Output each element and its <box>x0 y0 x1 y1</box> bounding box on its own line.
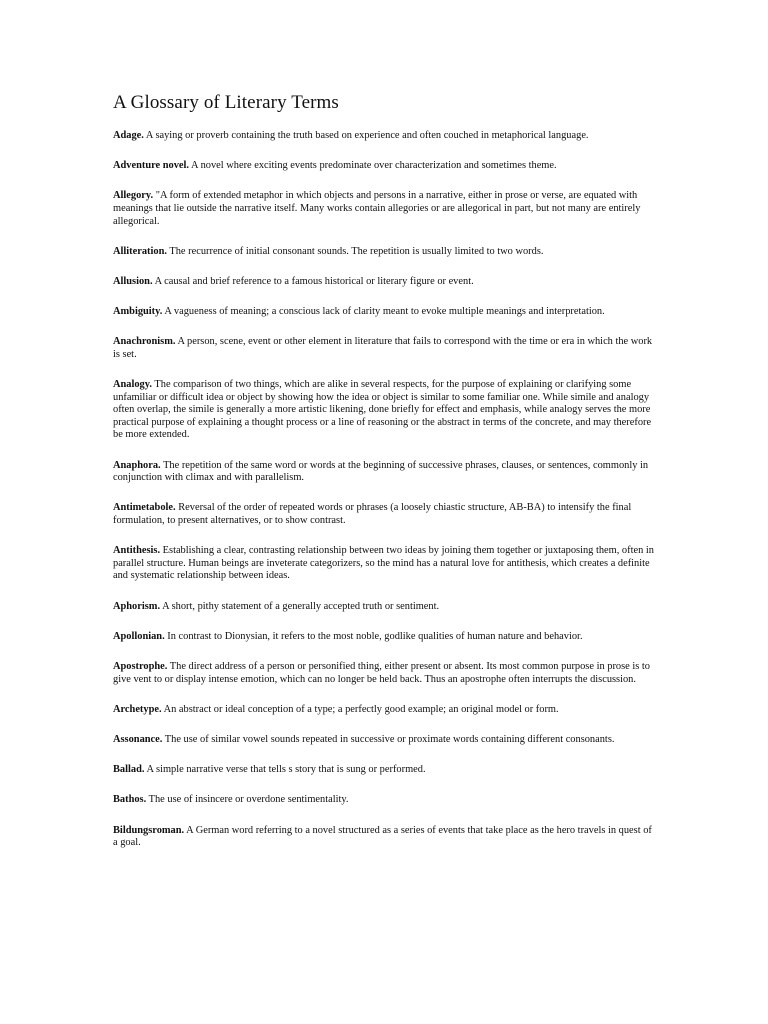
glossary-entry-adage <box>113 130 658 143</box>
glossary-term: Allusion. <box>113 275 153 287</box>
glossary-entry-allegory <box>113 190 658 228</box>
glossary-definition: A vagueness of meaning; a conscious lack of clarity meant to evoke multiple meanings and interpretation. <box>164 306 605 318</box>
glossary-term: Alliteration. <box>113 245 167 257</box>
glossary-definition: A novel where exciting events predominate over characterization and sometimes theme. <box>191 160 557 172</box>
glossary-definition: Establishing a clear, contrasting relationship between two ideas by joining them together or juxtaposing them, often in parallel structure. Human beings are inveterate categorizers, so the mind has a natural love for antithesis, which creates a definite and systematic relationship between ideas. <box>113 545 654 582</box>
glossary-definition: The comparison of two things, which are alike in several respects, for the purpose of explaining or clarifying some unfamiliar or difficult idea or object by showing how the idea or object is similar to some familiar one. While simile and analogy often overlap, the simile is generally a more artistic likening, done briefly for effect and emphasis, while analogy serves the more practical purpose of explaining a thought process or a line of reasoning or the abstract in terms of the concrete, and may therefore be more extended. <box>113 379 652 441</box>
glossary-definition: The direct address of a person or personified thing, either present or absent. Its most common purpose in prose is to give vent to or display intense emotion, which can no longer be held back. Thus an apostrophe often interrupts the discussion. <box>113 660 650 685</box>
glossary-entry-archetype <box>113 704 658 717</box>
glossary-entry-adventure-novel <box>113 160 658 173</box>
glossary-term: Analogy. <box>113 379 152 391</box>
glossary-term: Antimetabole. <box>113 502 176 514</box>
glossary-entry-assonance <box>113 734 658 747</box>
glossary-entry-alliteration <box>113 246 658 259</box>
glossary-entry-apostrophe <box>113 661 658 686</box>
glossary-term: Ballad. <box>113 764 145 776</box>
glossary-definition: An abstract or ideal conception of a type; a perfectly good example; an original model or form. <box>163 703 559 715</box>
glossary-term: Bildungsroman. <box>113 824 185 836</box>
glossary-entry-ballad <box>113 764 658 777</box>
glossary-entry-analogy <box>113 379 658 442</box>
glossary-definition: A German word referring to a novel structured as a series of events that take place as the hero travels in quest of a goal. <box>113 824 652 849</box>
glossary-term: Adage. <box>113 130 144 141</box>
glossary-list <box>113 130 658 850</box>
glossary-term: Antithesis. <box>113 545 161 557</box>
glossary-term: Anaphora. <box>113 459 161 471</box>
glossary-definition: In contrast to Dionysian, it refers to the most noble, godlike qualities of human nature and behavior. <box>167 630 583 642</box>
glossary-entry-aphorism <box>113 601 658 614</box>
glossary-definition: A person, scene, event or other element in literature that fails to correspond with the time or era in which the work is set. <box>113 336 653 360</box>
glossary-entry-ambiguity <box>113 306 658 319</box>
glossary-definition: A simple narrative verse that tells s story that is sung or performed. <box>146 764 426 776</box>
glossary-definition: A saying or proverb containing the truth based on experience and often couched in metaphorical language. <box>145 130 589 141</box>
glossary-definition: The use of insincere or overdone sentimentality. <box>148 794 349 806</box>
glossary-term: Apostrophe. <box>113 660 168 672</box>
glossary-entry-bildungsroman <box>113 825 658 850</box>
glossary-definition: The repetition of the same word or words at the beginning of successive phrases, clauses, or sentences, commonly in conjunction with climax and with parallelism. <box>113 459 649 484</box>
glossary-definition: A causal and brief reference to a famous historical or literary figure or event. <box>154 275 474 287</box>
glossary-term: Adventure novel. <box>113 160 190 172</box>
glossary-definition: The use of similar vowel sounds repeated in successive or proximate words containing different consonants. <box>164 733 615 745</box>
glossary-entry-allusion <box>113 276 658 289</box>
glossary-entry-bathos <box>113 794 658 807</box>
glossary-definition: "A form of extended metaphor in which objects and persons in a narrative, either in prose or verse, are equated with meanings that lie outside the narrative itself. Many works contain allegories or are allegorical in part, but not many are entirely allegorical. <box>113 190 641 227</box>
glossary-term: Assonance. <box>113 733 163 745</box>
glossary-term: Apollonian. <box>113 630 165 642</box>
glossary-entry-antithesis <box>113 545 658 583</box>
glossary-definition: A short, pithy statement of a generally accepted truth or sentiment. <box>162 600 440 612</box>
glossary-term: Allegory. <box>113 190 154 202</box>
glossary-entry-anaphora <box>113 460 658 485</box>
glossary-definition: Reversal of the order of repeated words or phrases (a loosely chiastic structure, AB-BA) to intensify the final formulation, to present alternatives, or to show contrast. <box>113 502 632 527</box>
glossary-entry-apollonian <box>113 631 658 644</box>
glossary-definition: The recurrence of initial consonant sounds. The repetition is usually limited to two words. <box>169 245 544 257</box>
glossary-entry-antimetabole <box>113 502 658 527</box>
glossary-term: Bathos. <box>113 794 147 806</box>
glossary-term: Archetype. <box>113 703 162 715</box>
glossary-term: Ambiguity. <box>113 306 163 318</box>
glossary-entry-anachronism <box>113 336 658 361</box>
glossary-term: Aphorism. <box>113 600 161 612</box>
glossary-term: Anachronism. <box>113 336 176 348</box>
page-title: A Glossary of Literary Terms <box>113 92 339 113</box>
